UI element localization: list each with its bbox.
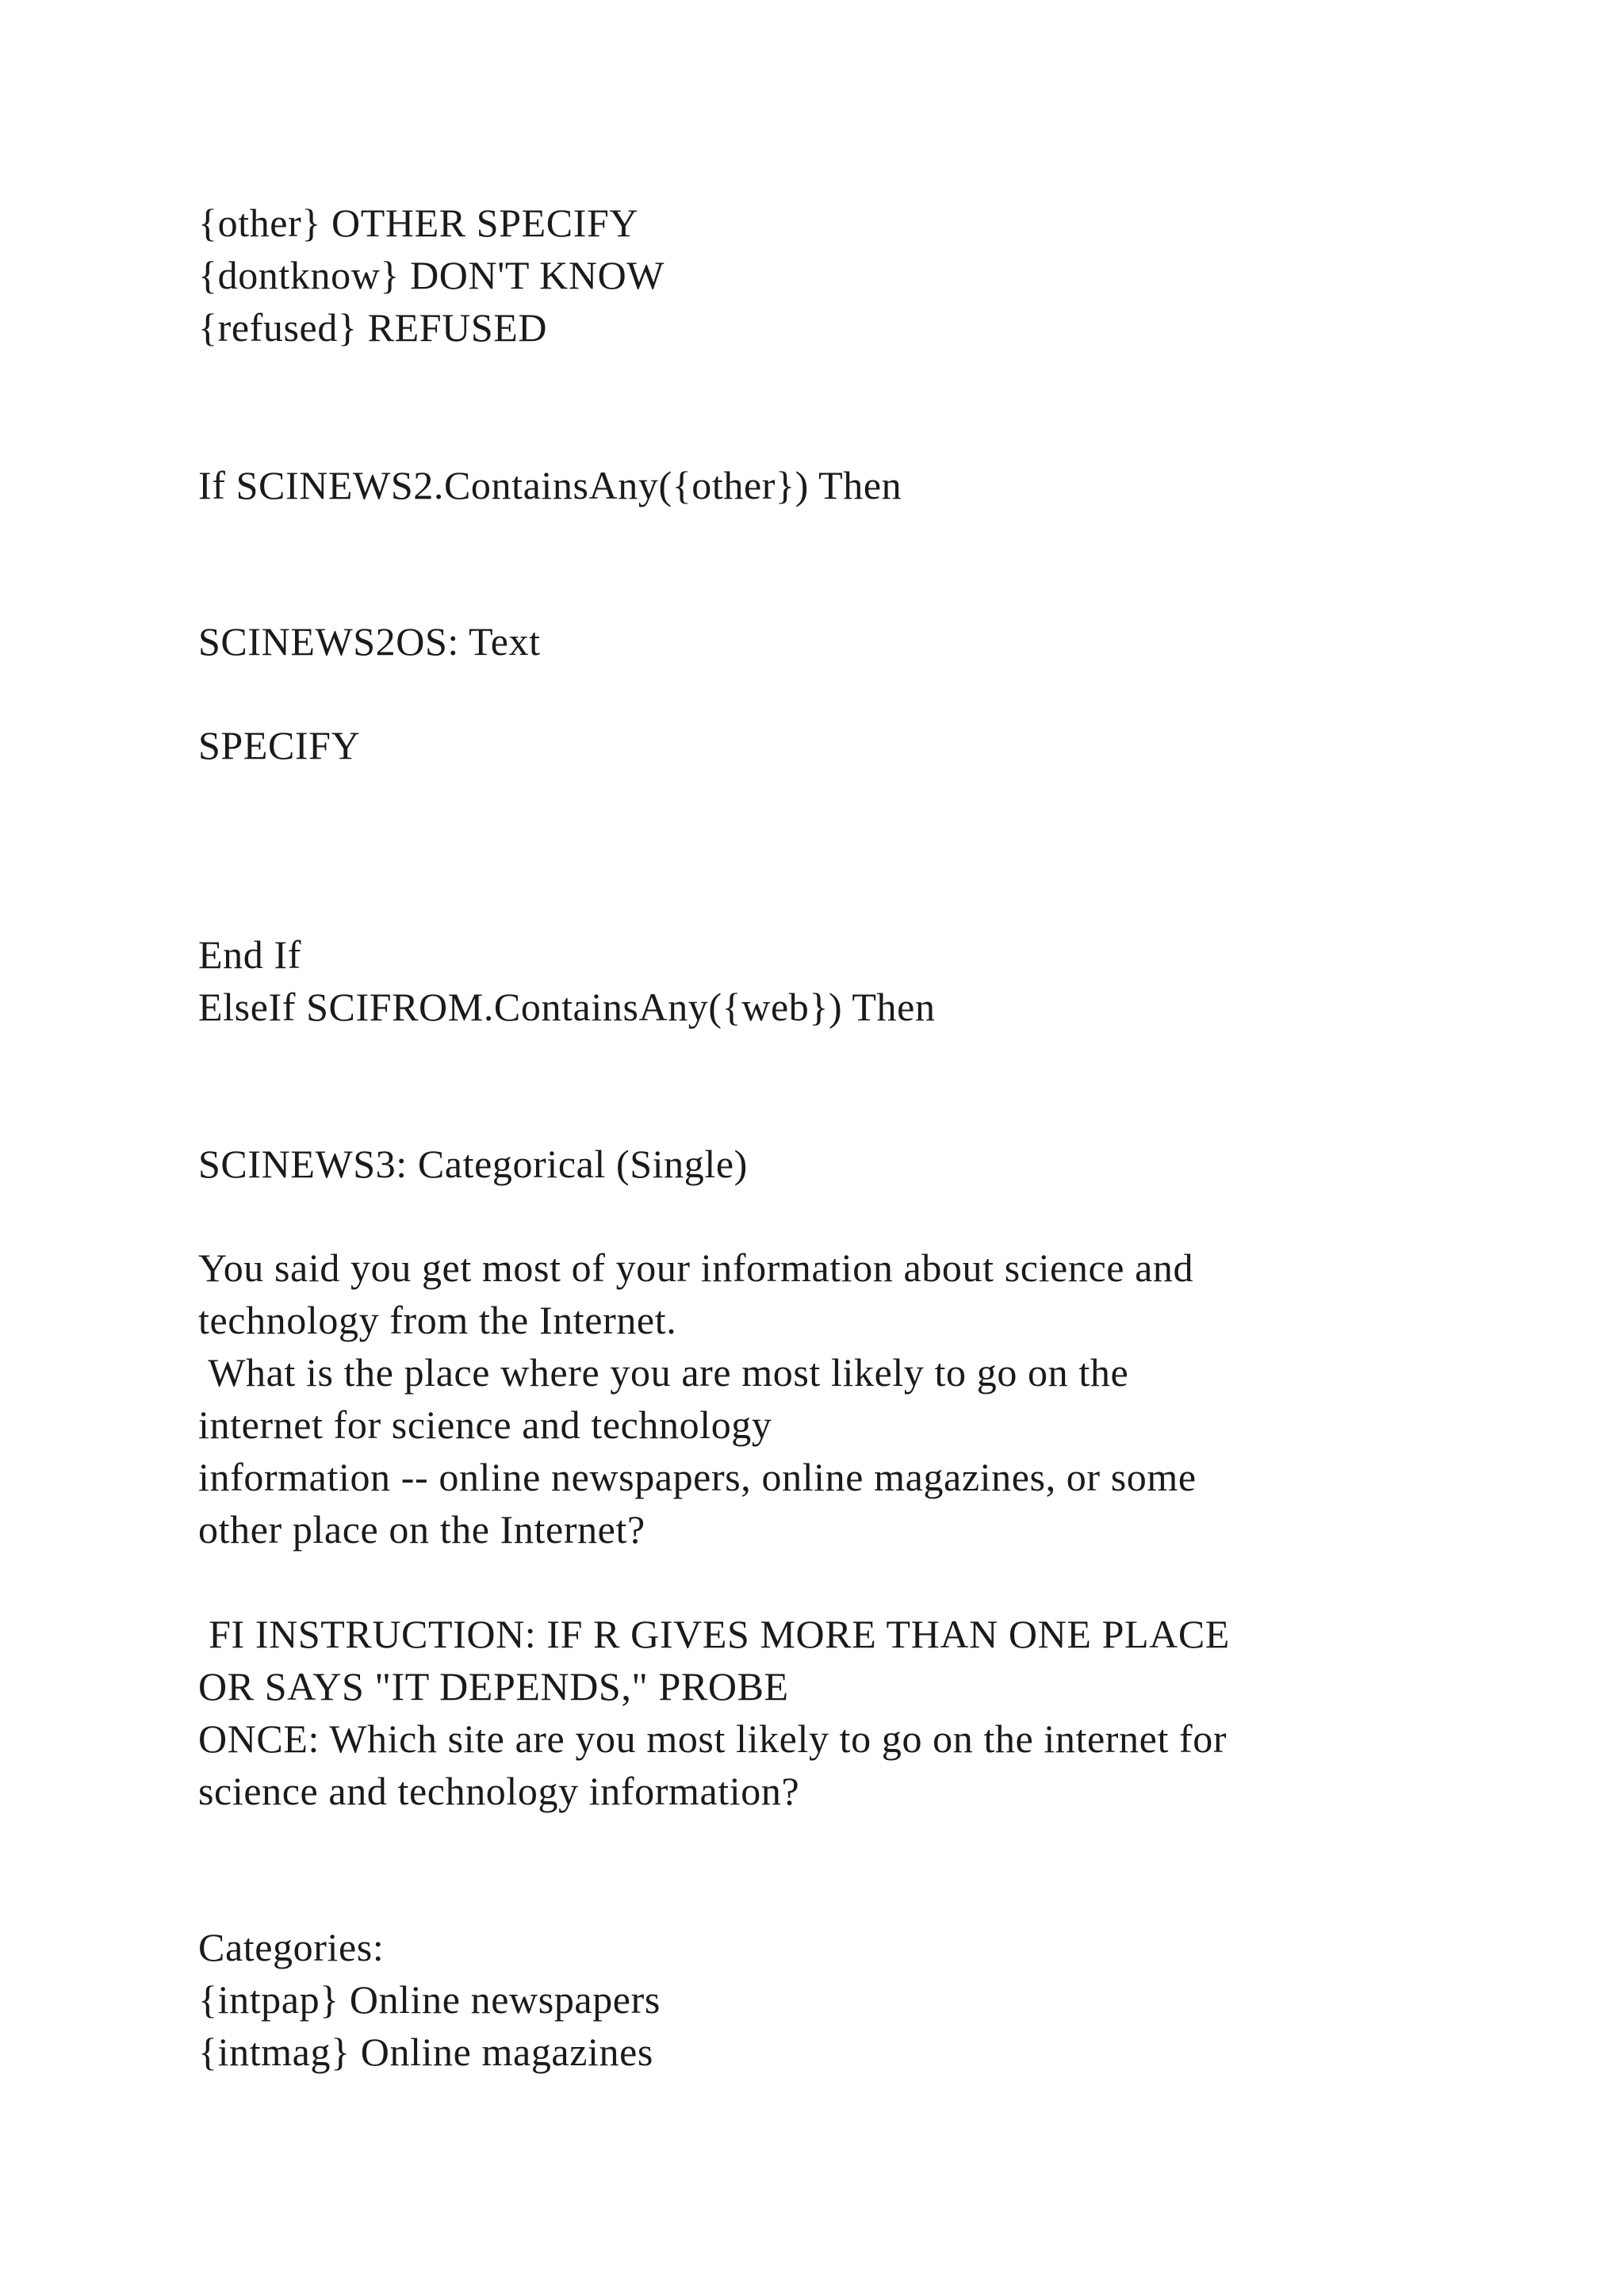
categories-heading: Categories:: [198, 1925, 385, 1969]
question-scinews2os-header: SCINEWS2OS: Text: [198, 619, 541, 664]
question-scinews3-line-2: technology from the Internet.: [198, 1298, 677, 1342]
question-scinews3-line-5: information -- online newspapers, online magazines, or some: [198, 1455, 1197, 1499]
fi-instruction-line-3: ONCE: Which site are you most likely to go on the internet for: [198, 1716, 1228, 1761]
fi-instruction-line-1: FI INSTRUCTION: IF R GIVES MORE THAN ONE PLACE: [198, 1612, 1230, 1656]
category-dontknow: {dontknow} DON'T KNOW: [198, 253, 665, 297]
category-refused: {refused} REFUSED: [198, 305, 548, 350]
condition-end-if: End If: [198, 932, 301, 977]
fi-instruction-line-4: science and technology information?: [198, 1769, 800, 1813]
condition-elseif-scifrom: ElseIf SCIFROM.ContainsAny({web}) Then: [198, 985, 936, 1029]
question-scinews3-header: SCINEWS3: Categorical (Single): [198, 1142, 748, 1186]
category-intpap: {intpap} Online newspapers: [198, 1977, 661, 2022]
question-scinews3-line-4: internet for science and technology: [198, 1402, 772, 1447]
category-intmag: {intmag} Online magazines: [198, 2030, 653, 2074]
fi-instruction-line-2: OR SAYS "IT DEPENDS," PROBE: [198, 1664, 789, 1709]
question-scinews2os-text: SPECIFY: [198, 723, 361, 767]
category-other: {other} OTHER SPECIFY: [198, 201, 639, 245]
question-scinews3-line-6: other place on the Internet?: [198, 1507, 645, 1552]
question-scinews3-line-3: What is the place where you are most likely to go on the: [198, 1350, 1129, 1395]
question-scinews3-line-1: You said you get most of your information about science and: [198, 1246, 1194, 1290]
condition-if-scinews2: If SCINEWS2.ContainsAny({other}) Then: [198, 463, 902, 507]
